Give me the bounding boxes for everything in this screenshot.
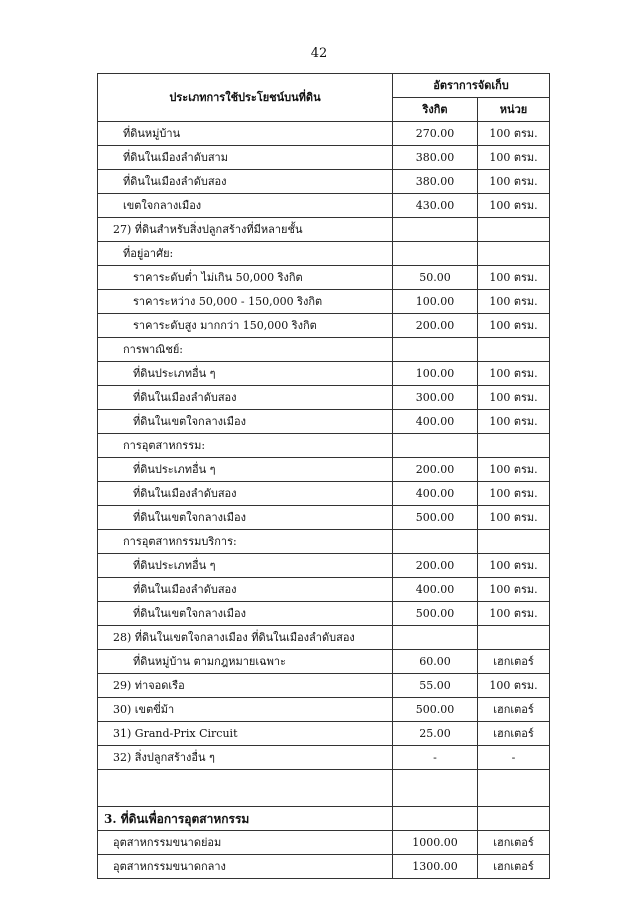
row-unit: -: [478, 746, 550, 770]
table-row: [98, 434, 550, 458]
row-unit: 100 ตรม.: [478, 170, 550, 194]
row-unit: 100 ตรม.: [478, 506, 550, 530]
row-description: 29) ท่าจอดเรือ: [98, 674, 393, 698]
row-rate: 200.00: [393, 554, 478, 578]
row-unit: [478, 218, 550, 242]
row-rate: 270.00: [393, 122, 478, 146]
row-rate: 200.00: [393, 314, 478, 338]
table-row: [98, 698, 550, 722]
row-rate: [393, 530, 478, 554]
table-header-row: [98, 74, 550, 98]
table-row: [98, 338, 550, 362]
row-unit: เฮกเตอร์: [478, 650, 550, 674]
table-row: [98, 482, 550, 506]
row-unit: 100 ตรม.: [478, 146, 550, 170]
table-row: [98, 362, 550, 386]
row-unit: 100 ตรม.: [478, 458, 550, 482]
row-description: อุตสาหกรรมขนาดย่อม: [98, 831, 393, 855]
row-rate: 25.00: [393, 722, 478, 746]
row-rate: 50.00: [393, 266, 478, 290]
table-row: [98, 314, 550, 338]
row-rate: 300.00: [393, 386, 478, 410]
row-rate: 400.00: [393, 578, 478, 602]
table-row: [98, 530, 550, 554]
row-unit: [478, 626, 550, 650]
table-row: [98, 626, 550, 650]
header-unit: หน่วย: [478, 98, 550, 122]
row-description: 27) ที่ดินสำหรับสิ่งปลูกสร้างที่มีหลายชั้น: [98, 218, 393, 242]
row-description: ราคาระดับสูง มากกว่า 150,000 ริงกิต: [98, 314, 393, 338]
row-rate: [393, 338, 478, 362]
row-rate: 380.00: [393, 146, 478, 170]
row-description: ที่ดินในเมืองลำดับสอง: [98, 170, 393, 194]
row-rate: [393, 807, 478, 831]
table-row: [98, 410, 550, 434]
row-rate: 500.00: [393, 506, 478, 530]
row-rate: [393, 434, 478, 458]
table-row: [98, 674, 550, 698]
row-unit: 100 ตรม.: [478, 674, 550, 698]
row-description: 32) สิ่งปลูกสร้างอื่น ๆ: [98, 746, 393, 770]
row-unit: 100 ตรม.: [478, 290, 550, 314]
row-unit: [478, 807, 550, 831]
header-land-use-type: ประเภทการใช้ประโยชน์บนที่ดิน: [98, 74, 393, 122]
header-collection-rate: อัตราการจัดเก็บ: [393, 74, 550, 98]
row-rate: 430.00: [393, 194, 478, 218]
row-description: ที่ดินประเภทอื่น ๆ: [98, 362, 393, 386]
row-description: ที่อยู่อาศัย:: [98, 242, 393, 266]
table-row: [98, 602, 550, 626]
row-unit: 100 ตรม.: [478, 554, 550, 578]
row-unit: 100 ตรม.: [478, 266, 550, 290]
row-description: 3. ที่ดินเพื่อการอุตสาหกรรม: [98, 807, 393, 831]
table-row: [98, 146, 550, 170]
row-rate: [393, 242, 478, 266]
table-row: [98, 170, 550, 194]
header-ringgit: ริงกิต: [393, 98, 478, 122]
row-rate: -: [393, 746, 478, 770]
row-rate: 55.00: [393, 674, 478, 698]
row-description: ที่ดินในเขตใจกลางเมือง: [98, 602, 393, 626]
row-unit: 100 ตรม.: [478, 314, 550, 338]
row-description: ที่ดินหมู่บ้าน ตามกฎหมายเฉพาะ: [98, 650, 393, 674]
table-row: [98, 122, 550, 146]
row-description: ที่ดินในเมืองลำดับสาม: [98, 146, 393, 170]
row-rate: 200.00: [393, 458, 478, 482]
row-description: 30) เขตขี่ม้า: [98, 698, 393, 722]
row-rate: [393, 218, 478, 242]
table-row: [98, 266, 550, 290]
row-description: [98, 770, 393, 807]
row-rate: 60.00: [393, 650, 478, 674]
row-description: ที่ดินประเภทอื่น ๆ: [98, 554, 393, 578]
row-rate: [393, 770, 478, 807]
row-rate: 380.00: [393, 170, 478, 194]
row-description: ที่ดินหมู่บ้าน: [98, 122, 393, 146]
row-unit: [478, 338, 550, 362]
table-row: [98, 770, 550, 807]
row-unit: เฮกเตอร์: [478, 855, 550, 879]
row-rate: 400.00: [393, 482, 478, 506]
table-row: [98, 218, 550, 242]
table-row: [98, 722, 550, 746]
row-unit: [478, 770, 550, 807]
table-row: [98, 554, 550, 578]
row-unit: เฮกเตอร์: [478, 722, 550, 746]
page-number: 42: [310, 46, 328, 61]
row-description: ที่ดินในเมืองลำดับสอง: [98, 386, 393, 410]
table-row: [98, 578, 550, 602]
row-unit: [478, 434, 550, 458]
row-description: การอุตสาหกรรม:: [98, 434, 393, 458]
row-rate: 500.00: [393, 602, 478, 626]
row-description: ที่ดินในเมืองลำดับสอง: [98, 482, 393, 506]
table-row: [98, 650, 550, 674]
table-row: [98, 831, 550, 855]
table-row: [98, 290, 550, 314]
row-unit: 100 ตรม.: [478, 482, 550, 506]
table-row: [98, 506, 550, 530]
row-description: การพาณิชย์:: [98, 338, 393, 362]
row-description: ที่ดินในเขตใจกลางเมือง: [98, 410, 393, 434]
row-unit: [478, 530, 550, 554]
row-unit: เฮกเตอร์: [478, 698, 550, 722]
row-description: 28) ที่ดินในเขตใจกลางเมือง ที่ดินในเมืองลำดับสอง: [98, 626, 393, 650]
table-row: [98, 855, 550, 879]
row-rate: 1300.00: [393, 855, 478, 879]
table-row: [98, 194, 550, 218]
row-unit: เฮกเตอร์: [478, 831, 550, 855]
row-rate: 100.00: [393, 362, 478, 386]
row-unit: [478, 242, 550, 266]
row-description: ที่ดินประเภทอื่น ๆ: [98, 458, 393, 482]
row-rate: [393, 626, 478, 650]
row-unit: 100 ตรม.: [478, 578, 550, 602]
land-use-rate-table: [97, 73, 550, 879]
table-row: [98, 242, 550, 266]
row-description: ราคาระหว่าง 50,000 - 150,000 ริงกิต: [98, 290, 393, 314]
table-row: [98, 807, 550, 831]
row-description: ที่ดินในเขตใจกลางเมือง: [98, 506, 393, 530]
table-row: [98, 746, 550, 770]
row-description: 31) Grand-Prix Circuit: [98, 722, 393, 746]
row-description: ที่ดินในเมืองลำดับสอง: [98, 578, 393, 602]
row-rate: 100.00: [393, 290, 478, 314]
table-row: [98, 386, 550, 410]
row-description: ราคาระดับต่ำ ไม่เกิน 50,000 ริงกิต: [98, 266, 393, 290]
row-description: การอุตสาหกรรมบริการ:: [98, 530, 393, 554]
row-rate: 1000.00: [393, 831, 478, 855]
table-body: [98, 122, 550, 879]
row-unit: 100 ตรม.: [478, 410, 550, 434]
row-description: อุตสาหกรรมขนาดกลาง: [98, 855, 393, 879]
row-unit: 100 ตรม.: [478, 602, 550, 626]
table-row: [98, 458, 550, 482]
row-rate: 500.00: [393, 698, 478, 722]
row-unit: 100 ตรม.: [478, 194, 550, 218]
row-description: เขตใจกลางเมือง: [98, 194, 393, 218]
row-unit: 100 ตรม.: [478, 362, 550, 386]
row-unit: 100 ตรม.: [478, 122, 550, 146]
row-unit: 100 ตรม.: [478, 386, 550, 410]
row-rate: 400.00: [393, 410, 478, 434]
